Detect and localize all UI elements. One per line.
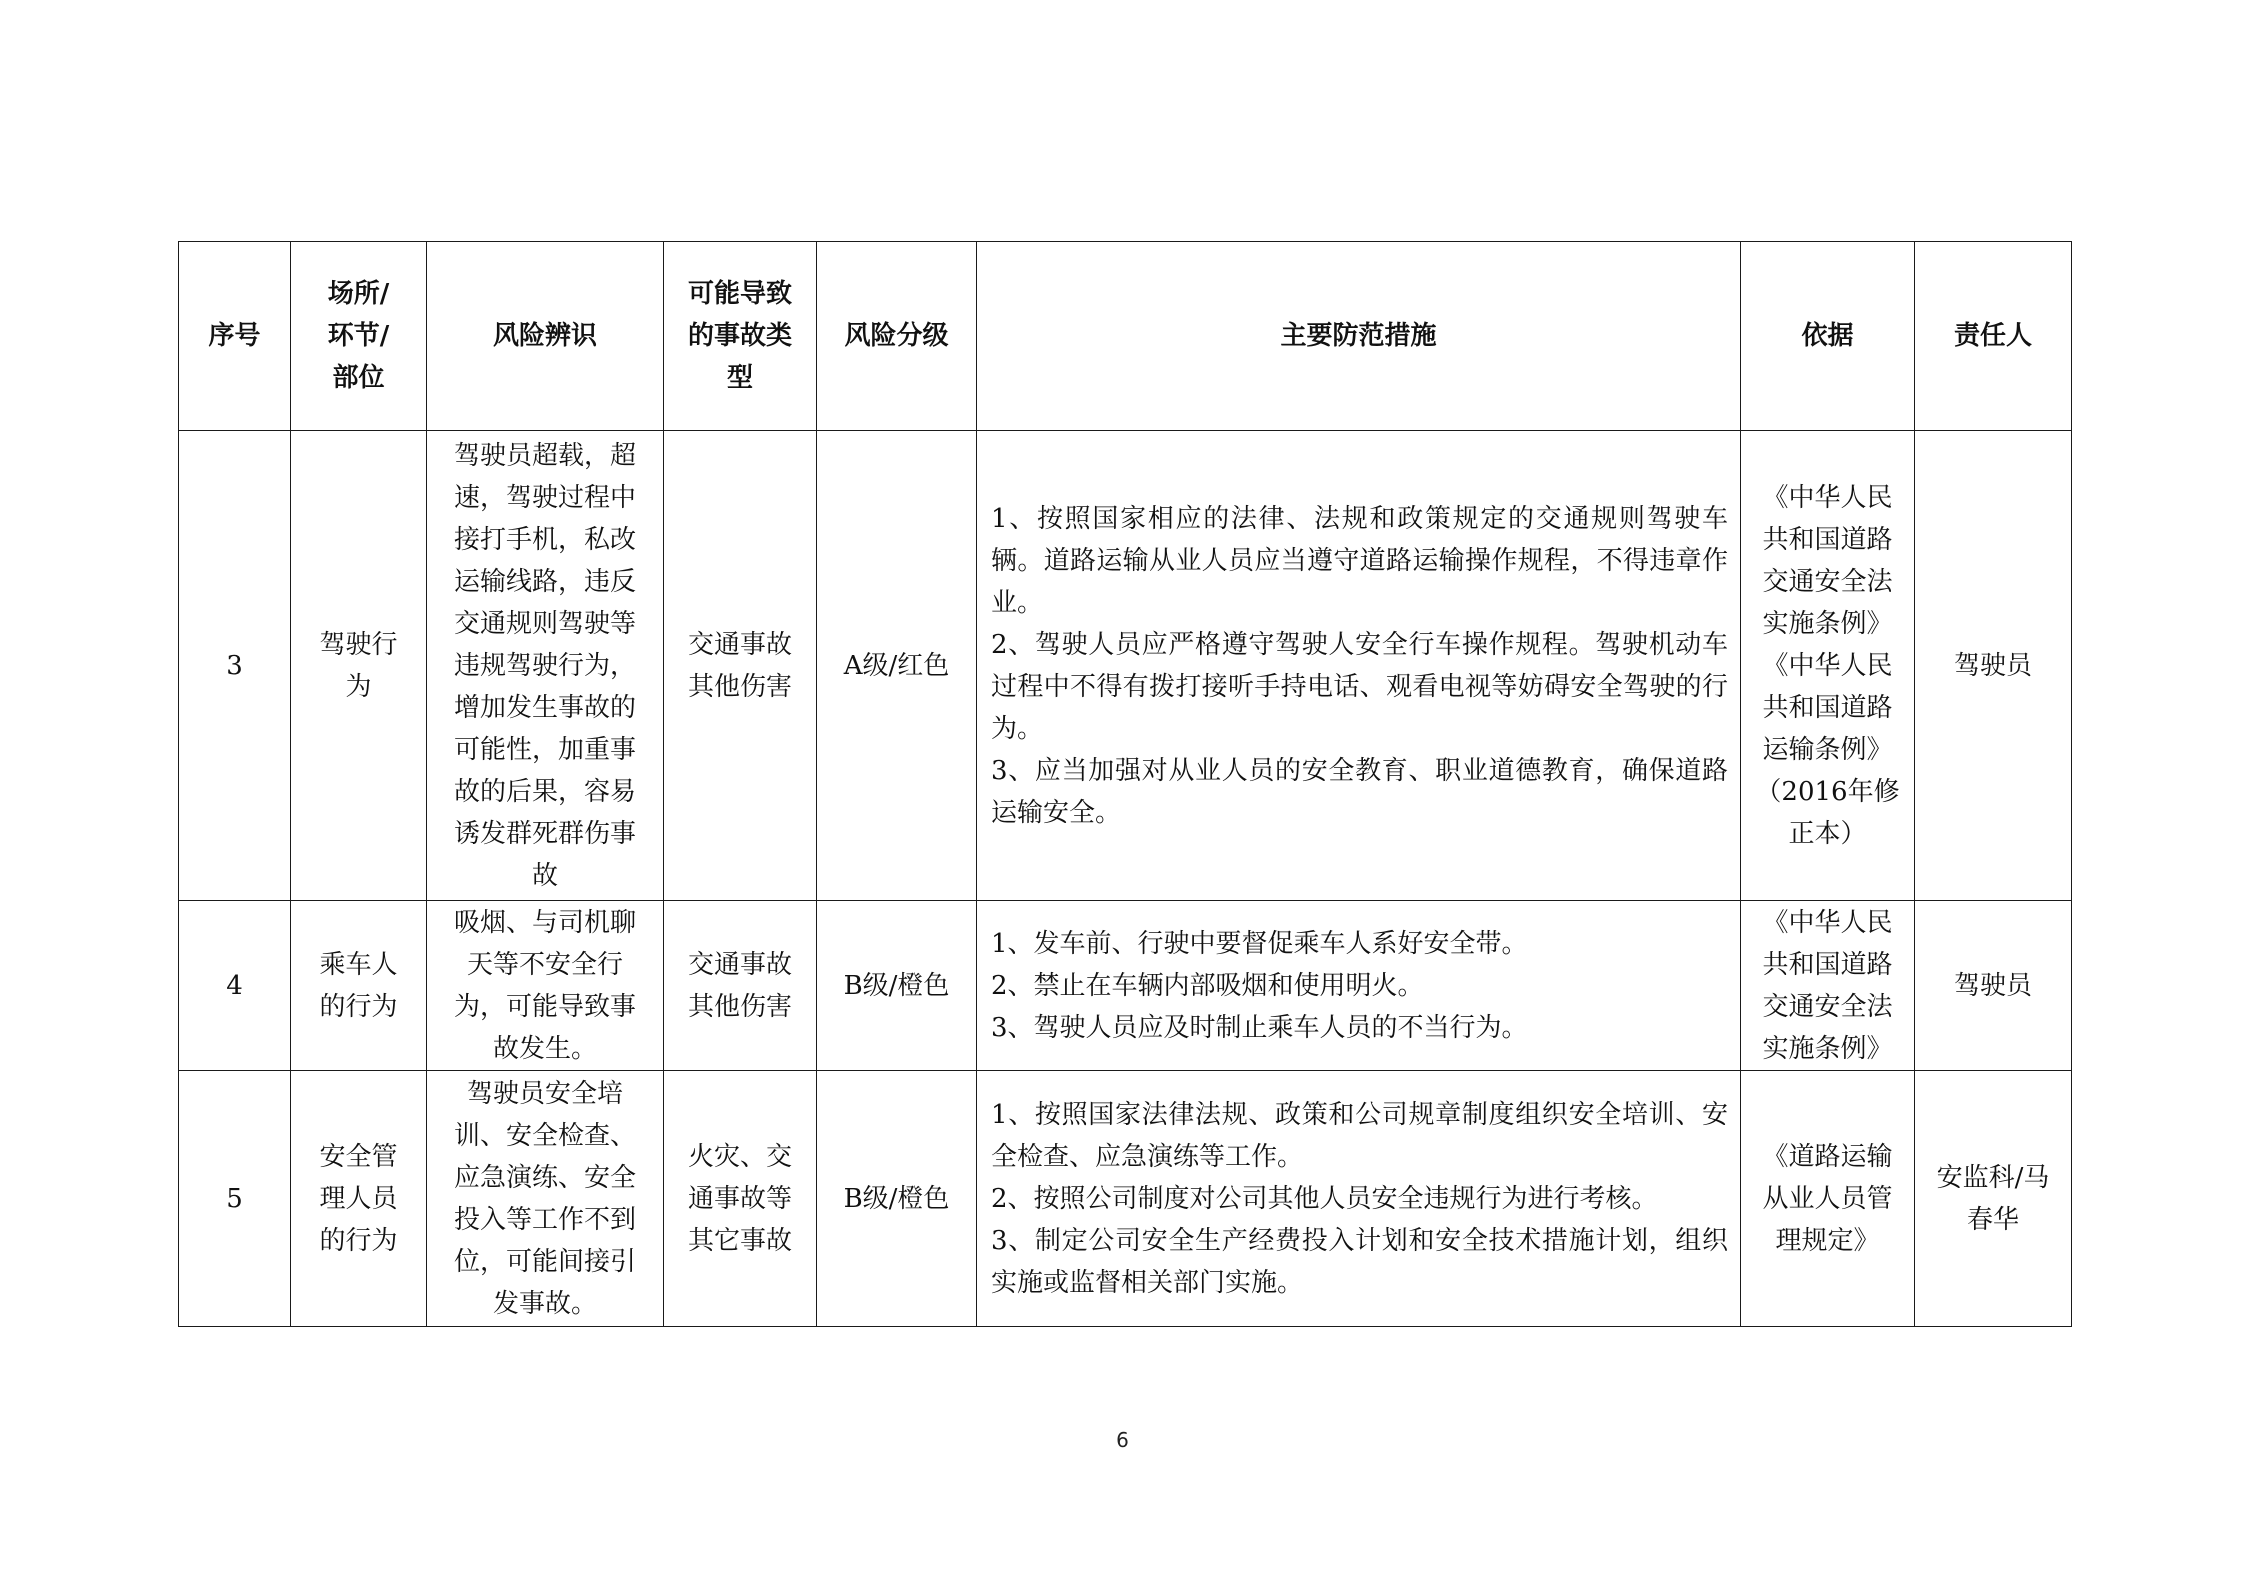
cell-seq: 4 xyxy=(179,901,291,1071)
cell-measures xyxy=(977,1071,1741,1327)
header-accident-type: 可能导致的事故类型 xyxy=(664,242,817,431)
header-measures: 主要防范措施 xyxy=(977,242,1741,431)
cell-responsible: 安监科/马春华 xyxy=(1915,1071,2072,1327)
cell-basis: 《中华人民共和国道路交通安全法实施条例》《中华人民共和国道路运输条例》（2016年修正本） xyxy=(1741,431,1915,901)
header-basis: 依据 xyxy=(1741,242,1915,431)
cell-measures xyxy=(977,901,1741,1071)
header-risk-identification: 风险辨识 xyxy=(427,242,664,431)
header-responsible: 责任人 xyxy=(1915,242,2072,431)
cell-place: 安全管理人员的行为 xyxy=(291,1071,427,1327)
cell-accident-type: 交通事故其他伤害 xyxy=(664,431,817,901)
table-row xyxy=(179,431,2072,901)
cell-responsible: 驾驶员 xyxy=(1915,431,2072,901)
cell-measures xyxy=(977,431,1741,901)
measure-item: 2、禁止在车辆内部吸烟和使用明火。 xyxy=(991,970,1424,1001)
measure-item: 1、按照国家法律法规、政策和公司规章制度组织安全培训、安全检查、应急演练等工作。 xyxy=(991,1099,1728,1172)
cell-seq: 5 xyxy=(179,1071,291,1327)
measure-item: 3、制定公司安全生产经费投入计划和安全技术措施计划，组织实施或监督相关部门实施。 xyxy=(991,1225,1728,1298)
table-row xyxy=(179,901,2072,1071)
measure-item: 1、发车前、行驶中要督促乘车人系好安全带。 xyxy=(991,928,1528,959)
measure-item: 2、按照公司制度对公司其他人员安全违规行为进行考核。 xyxy=(991,1183,1658,1214)
cell-risk-level: B级/橙色 xyxy=(817,1071,977,1327)
table-header-row xyxy=(179,242,2072,431)
cell-risk-level: A级/红色 xyxy=(817,431,977,901)
cell-place: 驾驶行为 xyxy=(291,431,427,901)
cell-risk-level: B级/橙色 xyxy=(817,901,977,1071)
cell-basis: 《中华人民共和国道路交通安全法实施条例》 xyxy=(1741,901,1915,1071)
cell-accident-type: 火灾、交通事故等其它事故 xyxy=(664,1071,817,1327)
cell-basis: 《道路运输从业人员管理规定》 xyxy=(1741,1071,1915,1327)
cell-risk-identification: 吸烟、与司机聊天等不安全行为，可能导致事故发生。 xyxy=(427,901,664,1071)
cell-seq: 3 xyxy=(179,431,291,901)
table-row xyxy=(179,1071,2072,1327)
header-place: 场所/环节/部位 xyxy=(291,242,427,431)
cell-place: 乘车人的行为 xyxy=(291,901,427,1071)
header-seq: 序号 xyxy=(179,242,291,431)
cell-risk-identification: 驾驶员超载，超速，驾驶过程中接打手机，私改运输线路，违反交通规则驾驶等违规驾驶行为，增加发生事故的可能性，加重事故的后果，容易诱发群死群伤事故 xyxy=(427,431,664,901)
measure-item: 1、按照国家相应的法律、法规和政策规定的交通规则驾驶车辆。道路运输从业人员应当遵守道路运输操作规程，不得违章作业。 xyxy=(991,503,1728,618)
page-number: 6 xyxy=(1116,1428,1129,1452)
header-risk-level: 风险分级 xyxy=(817,242,977,431)
measure-item: 3、驾驶人员应及时制止乘车人员的不当行为。 xyxy=(991,1012,1528,1043)
measure-item: 2、驾驶人员应严格遵守驾驶人安全行车操作规程。驾驶机动车过程中不得有拨打接听手持电话、观看电视等妨碍安全驾驶的行为。 xyxy=(991,629,1728,744)
cell-accident-type: 交通事故其他伤害 xyxy=(664,901,817,1071)
cell-risk-identification: 驾驶员安全培训、安全检查、应急演练、安全投入等工作不到位，可能间接引发事故。 xyxy=(427,1071,664,1327)
cell-responsible: 驾驶员 xyxy=(1915,901,2072,1071)
risk-table xyxy=(178,241,2072,1327)
measure-item: 3、应当加强对从业人员的安全教育、职业道德教育，确保道路运输安全。 xyxy=(991,755,1728,828)
